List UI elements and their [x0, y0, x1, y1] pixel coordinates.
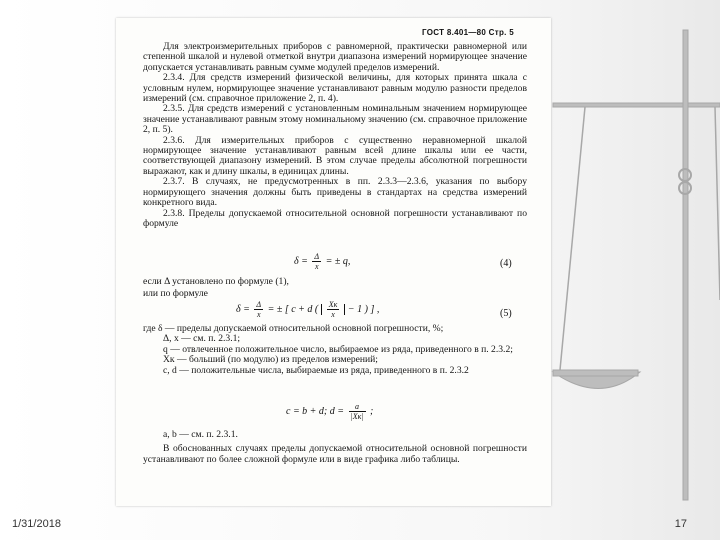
paragraph: 2.3.5. Для средств измерений с установленным номинальным значением нормирующее значение устанавливают равным этому номинальному значению (см. справочное приложение 2, п. 5). [143, 103, 527, 136]
slide-page-number: 17 [674, 518, 687, 530]
document-header: ГОСТ 8.401—80 Стр. 5 [422, 28, 514, 37]
definition: где δ — пределы допускаемой относительной основной погрешности, %; [143, 323, 444, 334]
paragraph: 2.3.7. В случаях, не предусмотренных в пп. 2.3.3—2.3.6, указания по выбору нормирующего значения должны быть приведены в стандартах на средства измерений конкретного вида. [143, 176, 527, 209]
equation-5-number: (5) [500, 308, 512, 319]
definition: Δ, x — см. п. 2.3.1; [163, 333, 241, 345]
equation-4: δ = $\frac{\Delta}{x}$ = ± q, [294, 252, 351, 271]
paragraph: В обоснованных случаях пределы допускаемой относительной основной погрешности устанавливают по более сложной формуле или в виде графика либо таблицы. [143, 443, 527, 465]
paragraph: Для электроизмерительных приборов с равномерной, практически равномерной или степенной шкалой и нулевой отметкой внутри диапазона измерений нормирующее значение допускается устанавливать равным сумме модулей пределов измерений. [143, 41, 527, 73]
definition: q — отвлеченное положительное число, выбираемое из ряда, приведенного в п. 2.3.2; [163, 343, 513, 355]
definition: c, d — положительные числа, выбираемые из ряда, приведенного в п. 2.3.2 [163, 364, 469, 376]
document-body [143, 42, 527, 229]
closing-text [143, 430, 527, 465]
paragraph: 2.3.8. Пределы допускаемой относительной основной погрешности устанавливают по формуле [143, 207, 527, 229]
definition: Xк — больший (по модулю) из пределов измерений; [163, 354, 378, 366]
slide-date: 1/31/2018 [12, 518, 61, 530]
paragraph: 2.3.6. Для измерительных приборов с существенно неравномерной шкалой нормирующее значение устанавливают равным всей длине шкалы или ее части, соответствующей диапазону измерений. В этом случае пределы абсолютной погрешности выражают, как и длину шкалы, в единицах длины. [143, 134, 527, 177]
scanned-document-page [116, 18, 551, 506]
equation-6: c = b + d; d = $\frac{a}{|Xк|}$ ; [286, 402, 374, 421]
definition: a, b — см. п. 2.3.1. [163, 429, 238, 440]
where-clause [143, 324, 527, 376]
equation-4-number: (4) [500, 258, 512, 269]
equation-5: δ = $\frac{\Delta}{x}$ = ± [ c + d ( $\frac{Xк}{x}$ − 1 ) ] , [236, 300, 380, 319]
paragraph: 2.3.4. Для средств измерений физической величины, для которых принята шкала с условным нулем, нормирующее значение устанавливают равным модулю разности пределов измерений (см. справочное приложение 2, п. 4). [143, 72, 527, 105]
equation-note: или по формуле [143, 288, 208, 299]
equation-note: если Δ установлено по формуле (1), [143, 276, 289, 287]
